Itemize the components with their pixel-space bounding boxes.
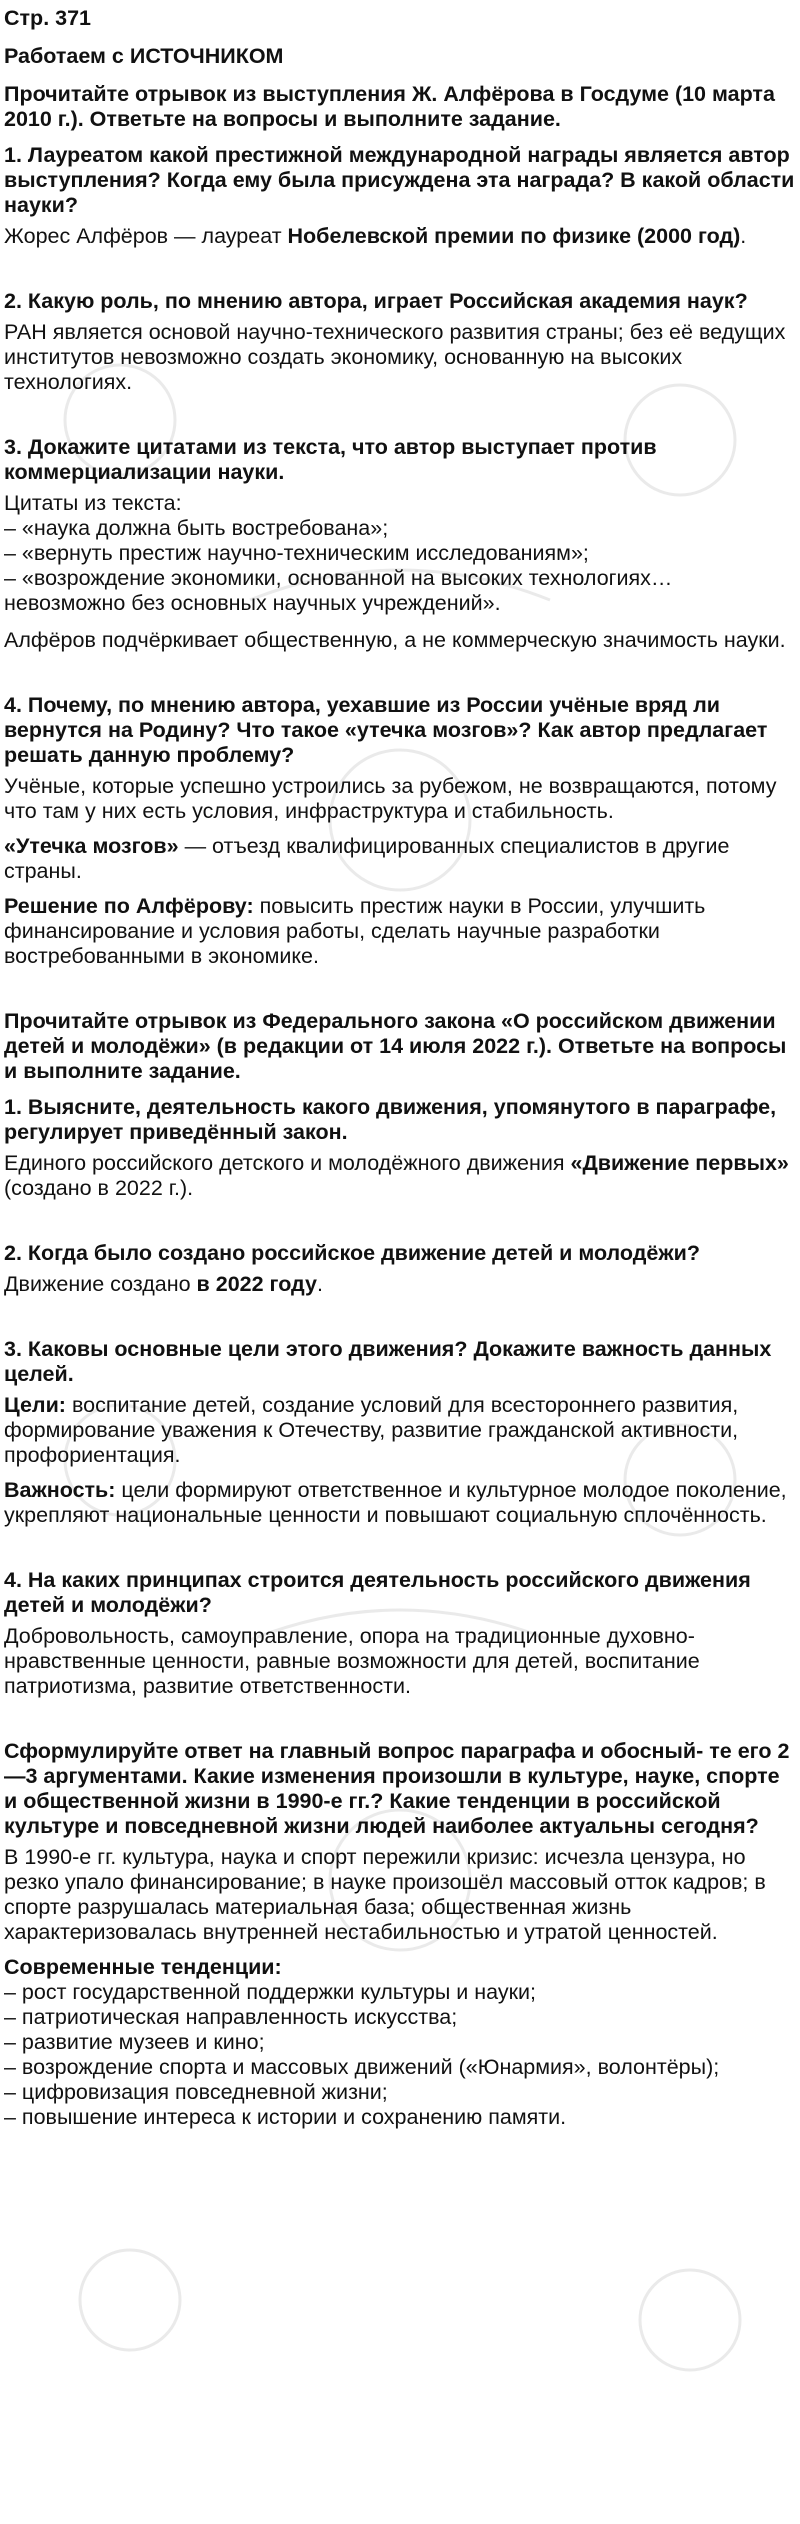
answer-text: . (316, 1272, 323, 1296)
list-item: – «возрождение экономики, основанной на высоких технологиях… невозможно без основных научных учреждений». (4, 566, 673, 615)
importance-paragraph (4, 1478, 796, 1528)
source1-intro: Прочитайте отрывок из выступления Ж. Алфёрова в Госдуме (10 марта 2010 г.). Ответьте на вопросы и выполните задание. (4, 82, 775, 131)
source1-q1-answer (4, 224, 796, 249)
solution-text: повысить престиж науки в России, улучшить финансирование и условия работы, сделать научные разработки востребованными в экономике. (4, 894, 706, 968)
answer-bold: Нобелевской премии по физике (2000 год) (287, 224, 741, 248)
list-item: – повышение интереса к истории и сохранению памяти. (4, 2105, 567, 2129)
goals-label: Цели: (4, 1393, 66, 1417)
goals-paragraph (4, 1393, 796, 1468)
list-item: – «вернуть престиж научно-техническим исследованиям»; (4, 541, 589, 565)
source2-q4-answer: Добровольность, самоуправление, опора на традиционные духовно-нравственные ценности, равные возможности для детей, воспитание патриотизма, развитие ответственности. (4, 1624, 700, 1698)
brain-drain-text: — отъезд квалифицированных специалистов в другие страны. (4, 834, 730, 883)
answer-text: Единого российского детского и молодёжного движения (4, 1151, 571, 1175)
source2-q1-answer (4, 1151, 796, 1201)
quotes-list (4, 516, 796, 616)
source2-q2-answer (4, 1272, 796, 1297)
section-title: Работаем с ИСТОЧНИКОМ (4, 44, 284, 68)
answer-text: . (740, 224, 747, 248)
source1-q4-answer1: Учёные, которые успешно устроились за рубежом, не возвращаются, потому что там у них есть условия, инфраструктура и стабильность. (4, 774, 777, 823)
list-item: – цифровизация повседневной жизни; (4, 2080, 388, 2104)
brain-drain-term: «Утечка мозгов» (4, 834, 179, 858)
brain-drain-definition (4, 834, 796, 884)
solution-label: Решение по Алфёрову: (4, 894, 254, 918)
answer-text: Движение создано (4, 1272, 197, 1296)
source2-intro: Прочитайте отрывок из Федерального закона «О российском движении детей и молодёжи» (в редакции от 14 июля 2022 г.). Ответьте на вопросы и выполните задание. (4, 1009, 787, 1083)
source1-q1-question: 1. Лауреатом какой престижной международной награды является автор выступления? Когда ему была присуждена эта награда? В какой области науки? (4, 143, 795, 217)
source2-q3-question: 3. Каковы основные цели этого движения? Докажите важность данных целей. (4, 1337, 772, 1386)
source2-q4-question: 4. На каких принципах строится деятельность российского движения детей и молодёжи? (4, 1568, 751, 1617)
final-question: Сформулируйте ответ на главный вопрос параграфа и обосный- те его 2—3 аргументами. Какие изменения произошли в культуре, науке, спорте и общественной жизни в 1990-е гг.? Какие тенденции в российской культуре и повседневной жизни людей наиболее актуальны сегодня? (4, 1739, 790, 1838)
source2-q2-question: 2. Когда было создано российское движение детей и молодёжи? (4, 1241, 700, 1265)
answer-bold: «Движение первых» (570, 1151, 789, 1175)
importance-label: Важность: (4, 1478, 116, 1502)
answer-bold: в 2022 году (196, 1272, 317, 1296)
source1-q3-question: 3. Докажите цитатами из текста, что автор выступает против коммерциализации науки. (4, 435, 657, 484)
answer-text: (создано в 2022 г.). (4, 1176, 194, 1200)
solution-paragraph (4, 894, 796, 969)
list-item: – патриотическая направленность искусства; (4, 2005, 458, 2029)
source1-q2-question: 2. Какую роль, по мнению автора, играет Российская академия наук? (4, 289, 748, 313)
source1-q4-question: 4. Почему, по мнению автора, уехавшие из России учёные вряд ли вернутся на Родину? Что такое «утечка мозгов»? Как автор предлагает решать данную проблему? (4, 693, 768, 767)
source2-q1-question: 1. Выясните, деятельность какого движения, упомянутого в параграфе, регулирует приведённый закон. (4, 1095, 777, 1144)
trends-label: Современные тенденции: (4, 1955, 282, 1979)
source1-q3-conclusion: Алфёров подчёркивает общественную, а не коммерческую значимость науки. (4, 628, 786, 652)
list-item: – рост государственной поддержки культуры и науки; (4, 1980, 536, 2004)
page-number: Стр. 371 (4, 6, 92, 30)
trends-list (4, 1980, 796, 2130)
goals-text: воспитание детей, создание условий для всестороннего развития, формирование уважения к Отечеству, развитие гражданской активности, профориентация. (4, 1393, 739, 1467)
list-item: – развитие музеев и кино; (4, 2030, 265, 2054)
importance-text: цели формируют ответственное и культурное молодое поколение, укрепляют национальные ценности и повышают социальную сплочённость. (4, 1478, 787, 1527)
list-item: – возрождение спорта и массовых движений («Юнармия», волонтёры); (4, 2055, 720, 2079)
answer-text: Жорес Алфёров — лауреат (4, 224, 288, 248)
final-answer: В 1990-е гг. культура, наука и спорт пережили кризис: исчезла цензура, но резко упало финансирование; в науке произошёл массовый отток кадров; в спорте разрушалась материальная база; общественная жизнь характеризовалась внутренней нестабильностью и утратой ценностей. (4, 1845, 766, 1944)
list-item: – «наука должна быть востребована»; (4, 516, 389, 540)
quotes-label: Цитаты из текста: (4, 491, 182, 515)
source1-q2-answer: РАН является основой научно-технического развития страны; без её ведущих институтов невозможно создать экономику, основанную на высоких технологиях. (4, 320, 786, 394)
